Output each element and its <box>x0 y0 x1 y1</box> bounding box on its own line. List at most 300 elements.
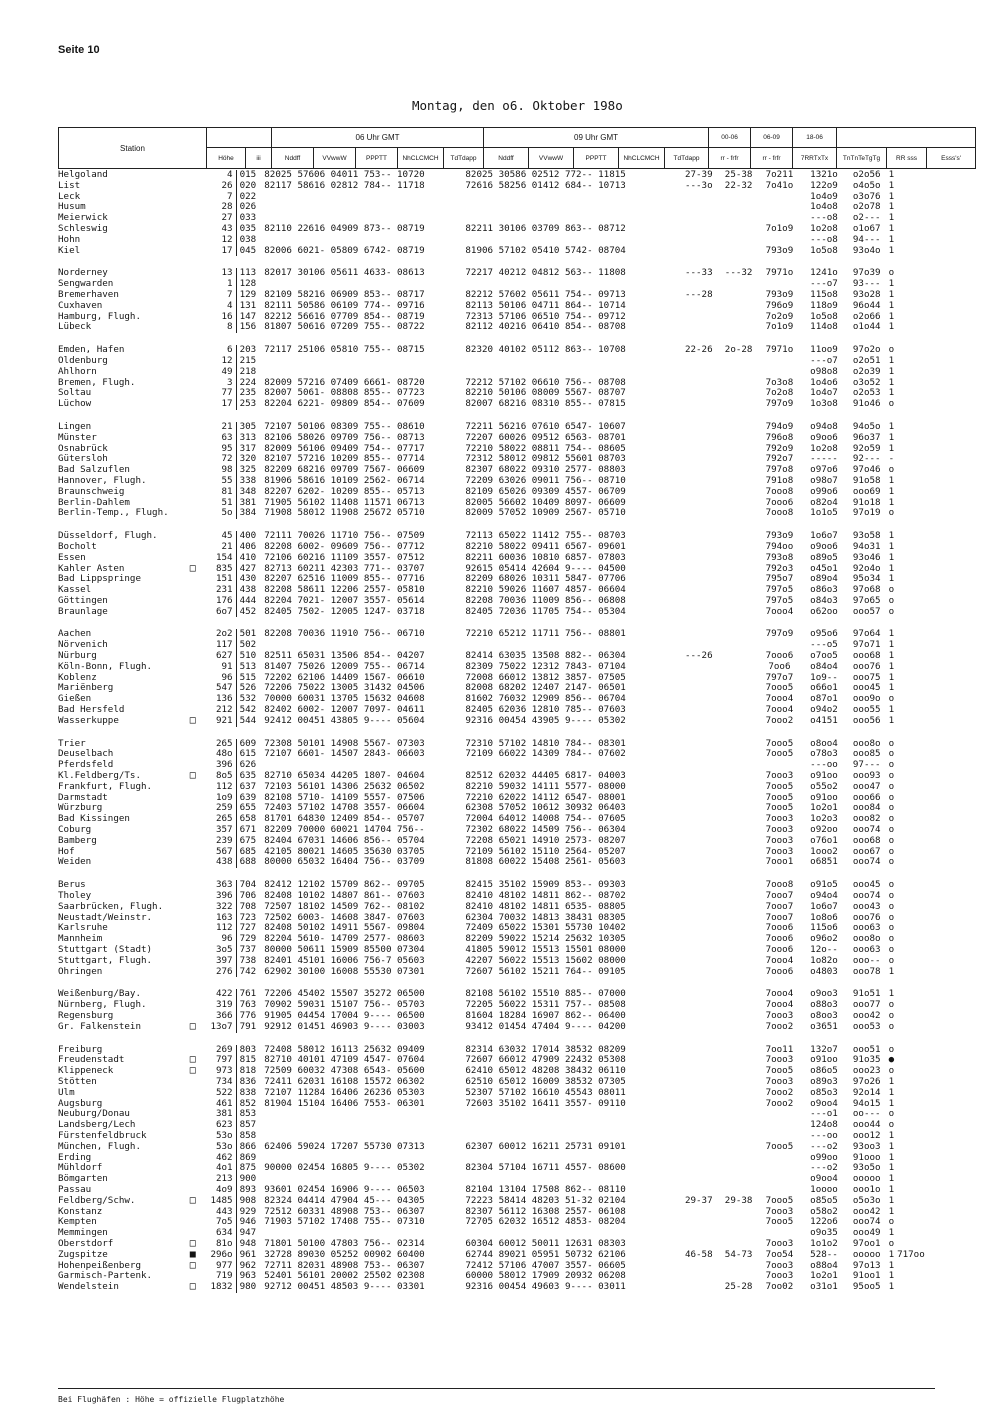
precip-06-09 <box>719 444 759 455</box>
precip-06-09 <box>719 673 759 684</box>
extreme-temp: 793o9 <box>765 244 794 256</box>
obs09-values: 62744 89021 05951 50732 62106 <box>465 1249 626 1260</box>
precip-06-09 <box>719 378 759 389</box>
station-index: 400 <box>239 530 257 542</box>
extreme-temp: 7o2o9 <box>765 310 794 322</box>
extreme-temp: 7ooo3 <box>765 1259 794 1271</box>
station-group <box>58 422 935 519</box>
precip-00-06 <box>679 1163 719 1174</box>
table-row <box>58 192 935 203</box>
obs06-values <box>264 279 465 290</box>
precip-06-09 <box>719 367 759 378</box>
extra-group <box>897 1109 935 1120</box>
snow-indicator: o <box>888 1065 895 1077</box>
snow-indicator: o <box>888 398 895 410</box>
station-name: Emden, Hafen <box>58 345 125 356</box>
station-height: 12 <box>198 235 236 246</box>
extra-group <box>897 312 935 323</box>
obs09-values: 72603 35102 16411 3557- 09110 <box>465 1098 626 1109</box>
station-height: 5o <box>198 508 236 519</box>
station-index: 215 <box>239 354 257 366</box>
rain-snow-group: ooo67 <box>852 845 881 857</box>
precip-06-09 <box>719 290 759 301</box>
station-index: 515 <box>239 671 257 683</box>
precip-00-06 <box>679 224 719 235</box>
extra-group <box>897 793 935 804</box>
obs06-values: 82108 5710- 14109 5557- 07506 <box>264 792 425 803</box>
min-temp-group: o98o8 <box>810 365 838 377</box>
station-height: 443 <box>198 1207 236 1218</box>
station-col-header: Station <box>59 128 207 169</box>
snow-indicator: 1 <box>888 1281 895 1293</box>
station-marker <box>187 749 198 760</box>
snow-indicator: o <box>888 267 895 279</box>
station-height: 51 <box>198 498 236 509</box>
station-name: Öhringen <box>58 966 103 977</box>
obs09-values: 82210 59032 14111 5577- 08000 <box>465 781 626 792</box>
station-index: 026 <box>239 201 257 213</box>
table-row <box>58 422 935 433</box>
extra-group <box>897 607 935 618</box>
snow-indicator: 1 <box>888 233 895 245</box>
snow-indicator: 1 <box>888 1129 895 1141</box>
snow-indicator: 1 <box>888 299 895 311</box>
min-temp-group: o4803 <box>810 965 838 977</box>
station-height: 6 <box>198 345 236 356</box>
precip-06-09 <box>719 825 759 836</box>
rain-snow-group: ooo56 <box>852 714 881 726</box>
station-marker <box>187 847 198 858</box>
snow-indicator: 1 <box>888 1086 895 1098</box>
min-temp-group: o91o5 <box>810 879 838 891</box>
min-temp-group: 11oo9 <box>810 344 838 356</box>
precip-06-09 <box>719 1261 759 1272</box>
station-index: 729 <box>239 933 257 945</box>
station-marker <box>187 1174 198 1185</box>
obs09-values: 81808 60022 15408 2561- 05603 <box>465 857 626 868</box>
obs09-values <box>465 1228 678 1239</box>
table-row <box>58 814 935 825</box>
min-temp-group: o45o1 <box>810 562 838 574</box>
min-temp-group: 122o6 <box>810 1216 838 1228</box>
station-height: 45 <box>198 531 236 542</box>
rain-snow-group: 97o64 <box>852 628 881 640</box>
extra-group <box>897 934 935 945</box>
station-name: Bremen, Flugh. <box>58 377 136 388</box>
table-row <box>58 170 935 181</box>
rain-snow-group: 92--- <box>852 453 881 465</box>
obs06-values: 72103 56101 14306 25632 06502 <box>264 781 425 792</box>
obs06-values: 72711 82031 48908 753-- 06307 <box>264 1260 425 1271</box>
station-height: 322 <box>198 902 236 913</box>
station-marker <box>187 629 198 640</box>
precip-00-06 <box>679 1261 719 1272</box>
snow-indicator: o <box>888 1108 895 1120</box>
table-row <box>58 378 935 389</box>
rain-snow-group: ooo42 <box>852 1009 881 1021</box>
station-index: 615 <box>239 748 257 760</box>
station-index: 866 <box>239 1140 257 1152</box>
station-name: Bocholt <box>58 541 97 552</box>
obs09-values: 82104 13104 17508 862-- 08110 <box>465 1184 626 1195</box>
station-name: Leck <box>58 191 81 202</box>
station-marker <box>187 422 198 433</box>
extra-group <box>897 301 935 312</box>
rain-snow-group: ooo74 <box>852 856 881 868</box>
precip-06-09 <box>719 1142 759 1153</box>
station-index: 131 <box>239 299 257 311</box>
extreme-temp: 7oo54 <box>765 1248 794 1260</box>
precip-00-06 <box>679 1217 719 1228</box>
obs09-values: 72004 64012 14008 754-- 07605 <box>465 814 626 825</box>
snow-indicator: o <box>888 464 895 476</box>
rain-snow-group: 93oo3 <box>852 1140 881 1152</box>
min-temp-group: o89o4 <box>810 573 838 585</box>
obs06-values: 81906 58616 10109 2562- 06714 <box>264 475 425 486</box>
table-row <box>58 694 935 705</box>
min-temp-group: ---o5 <box>810 639 838 651</box>
rain-snow-group: ooo69 <box>852 485 881 497</box>
obs06-values: 82109 58216 06909 853-- 08717 <box>264 289 425 300</box>
rain-snow-group: ooo45 <box>852 879 881 891</box>
table-row <box>58 793 935 804</box>
snow-indicator: 1 <box>888 965 895 977</box>
station-height: 634 <box>198 1228 236 1239</box>
extra-group <box>897 749 935 760</box>
min-temp-group: 1o2o3 <box>810 813 838 825</box>
station-index: 338 <box>239 474 257 486</box>
rain-snow-group: 94o5o <box>852 420 881 432</box>
snow-indicator: 1 <box>888 376 895 388</box>
table-row <box>58 1217 935 1228</box>
station-name: Kassel <box>58 585 92 596</box>
extra-group <box>897 891 935 902</box>
obs09-values <box>465 1153 678 1164</box>
station-name: Bremerhaven <box>58 289 119 300</box>
extreme-temp: 7ooo6 <box>765 944 794 955</box>
station-height: 4o1 <box>198 1163 236 1174</box>
snow-indicator: o <box>888 911 895 923</box>
min-temp-group: 1o5o8 <box>810 310 838 322</box>
station-height: 8o5 <box>198 771 236 782</box>
obs09-values: 82108 56102 15510 885-- 07000 <box>465 989 626 1000</box>
station-height: 77 <box>198 388 236 399</box>
table-row <box>58 476 935 487</box>
min-temp-group: ---oo <box>810 1129 838 1141</box>
station-height: 797 <box>198 1055 236 1066</box>
rain-snow-group: 97o2o <box>852 344 881 356</box>
obs09-values: 82405 62036 12810 785-- 07603 <box>465 705 626 716</box>
precip-00-06 <box>679 235 719 246</box>
obs06-values: 80000 65032 16404 756-- 03709 <box>264 857 425 868</box>
obs09-values: 82307 56112 16308 2557- 06108 <box>465 1206 626 1217</box>
precip-06-09 <box>719 224 759 235</box>
station-name: Freiburg <box>58 1044 103 1055</box>
snow-indicator: o <box>888 759 895 771</box>
precip-06-09 <box>719 934 759 945</box>
station-name: Braunschweig <box>58 486 125 497</box>
obs06-values: 72111 70026 11710 756-- 07509 <box>264 531 425 542</box>
station-name: Regensburg <box>58 1010 114 1021</box>
extreme-temp: 793o8 <box>765 551 794 563</box>
station-marker <box>187 1099 198 1110</box>
station-name: Gießen <box>58 694 92 705</box>
min-temp-group: o91oo <box>810 1054 838 1066</box>
precip-06-09 <box>719 585 759 596</box>
obs09-values: 72113 65022 11412 755-- 08703 <box>465 531 626 542</box>
station-height: 7 <box>198 290 236 301</box>
min-temp-group: 1241o <box>810 267 838 279</box>
extreme-temp: 796o9 <box>765 299 794 311</box>
station-marker <box>187 607 198 618</box>
extra-group <box>897 857 935 868</box>
station-marker <box>187 224 198 235</box>
station-name: Augsburg <box>58 1098 103 1109</box>
page-number: Seite 10 <box>58 44 100 56</box>
station-marker <box>187 673 198 684</box>
precip-00-06 <box>679 246 719 257</box>
period-06-09-header: 06-09 <box>751 128 793 148</box>
station-height: 381 <box>198 1109 236 1120</box>
rain-snow-group: ooo68 <box>852 650 881 662</box>
rain-snow-group: 94--- <box>852 233 881 245</box>
rain-snow-group: ooo55 <box>852 704 881 716</box>
min-temp-group: o88o4 <box>810 1259 838 1271</box>
station-name: Trier <box>58 738 86 749</box>
precip-06-09 <box>719 1163 759 1174</box>
station-name: Hof <box>58 846 75 857</box>
station-marker <box>187 739 198 750</box>
station-marker: □ <box>189 1281 196 1293</box>
station-height: 81 <box>198 487 236 498</box>
extreme-temp: 7ooo3 <box>765 1009 794 1021</box>
obs06-values: 82408 50102 14911 5567- 09804 <box>264 923 425 934</box>
obs09-values: 72607 66012 47909 22432 05308 <box>465 1055 626 1066</box>
station-height: 4 <box>198 170 236 181</box>
station-marker <box>187 1207 198 1218</box>
obs06-values: 71801 50100 47803 756-- 02314 <box>264 1238 425 1249</box>
rain-snow-group: ooo66 <box>852 791 881 803</box>
obs06-values: 72512 60331 48908 753-- 06307 <box>264 1206 425 1217</box>
iii-col-header: iii <box>246 148 272 169</box>
station-height: 49 <box>198 367 236 378</box>
station-height: 366 <box>198 1011 236 1022</box>
station-height: 4o9 <box>198 1185 236 1196</box>
precip-06-09 <box>719 662 759 673</box>
station-name: Ulm <box>58 1087 75 1098</box>
min-temp-group: 1o2o8 <box>810 442 838 454</box>
station-index: 305 <box>239 420 257 432</box>
precip-06-09 <box>719 705 759 716</box>
precip-00-06 <box>679 498 719 509</box>
table-row <box>58 847 935 858</box>
station-marker <box>187 531 198 542</box>
station-marker <box>187 356 198 367</box>
snow-indicator: o <box>888 791 895 803</box>
obs09-values: 72209 63026 09011 756-- 08710 <box>465 475 626 486</box>
station-marker <box>187 814 198 825</box>
rain-snow-group: ooo78 <box>852 965 881 977</box>
station-name: Würzburg <box>58 803 103 814</box>
rain-snow-group: ooo84 <box>852 802 881 814</box>
table-row <box>58 213 935 224</box>
station-index: 961 <box>239 1248 257 1260</box>
station-name: Frankfurt, Flugh. <box>58 781 153 792</box>
min-temp-group: ---o2 <box>810 1140 838 1152</box>
station-name: Kiel <box>58 245 81 256</box>
rain-snow-group: 93o5o <box>852 1162 881 1174</box>
station-height: 397 <box>198 956 236 967</box>
obs06-values: 72502 6003- 14608 3847- 07603 <box>264 912 425 923</box>
min-temp-group: 1o2o8 <box>810 222 838 234</box>
station-marker <box>187 782 198 793</box>
snow-indicator: 1 <box>888 212 895 224</box>
page-title: Montag, den o6. Oktober 198o <box>412 98 623 113</box>
precip-06-09 <box>719 836 759 847</box>
precip-06-09 <box>719 454 759 465</box>
snow-indicator: 1 <box>888 179 895 191</box>
extreme-temp: 7ooo4 <box>765 704 794 716</box>
min-temp-group: o99oo <box>810 1151 838 1163</box>
extra-group <box>897 322 935 333</box>
table-row <box>58 1131 935 1142</box>
snow-indicator: 1 <box>888 1248 895 1260</box>
obs09-values: 72205 56022 15311 757-- 08508 <box>465 1000 626 1011</box>
extreme-temp: 7o1o9 <box>765 321 794 333</box>
station-marker <box>187 1142 198 1153</box>
precip-06-09 <box>719 1077 759 1088</box>
extreme-temp: 7ooo3 <box>765 834 794 846</box>
snow-indicator: o <box>888 594 895 606</box>
min-temp-group: 1o1o5 <box>810 507 838 519</box>
rain-snow-group: 97o26 <box>852 1075 881 1087</box>
station-marker <box>187 902 198 913</box>
station-name: Darmstadt <box>58 792 108 803</box>
table-row <box>58 1261 935 1272</box>
rain-snow-group: 95oo5 <box>852 1281 881 1293</box>
extreme-temp: 7ooo5 <box>765 791 794 803</box>
station-marker <box>187 1088 198 1099</box>
station-index: 427 <box>239 562 257 574</box>
snow-indicator: o <box>888 802 895 814</box>
snow-indicator: 1 <box>888 278 895 290</box>
sub06-0: Nddff <box>272 148 314 169</box>
min-temp-group: 1321o <box>810 169 838 180</box>
obs06-values: 82009 57216 07409 6661- 08720 <box>264 377 425 388</box>
station-marker <box>187 192 198 203</box>
precip-00-06 <box>679 367 719 378</box>
table-row <box>58 1066 935 1077</box>
subr-5: Esss's' <box>927 148 976 169</box>
rain-snow-group: 97o71 <box>852 639 881 651</box>
precip-00-06 <box>679 1142 719 1153</box>
station-marker <box>187 803 198 814</box>
precip-06-09 <box>719 1228 759 1239</box>
min-temp-group: o95o6 <box>810 628 838 640</box>
table-row <box>58 1282 935 1293</box>
station-marker <box>187 596 198 607</box>
obs06-values: 82207 62516 11009 855-- 07716 <box>264 574 425 585</box>
station-name: Coburg <box>58 825 92 836</box>
station-index: 253 <box>239 398 257 410</box>
station-height: 27 <box>198 213 236 224</box>
station-name: Soltau <box>58 388 92 399</box>
min-temp-group: ---o7 <box>810 354 838 366</box>
obs09-values: 81604 18284 16907 862-- 06400 <box>465 1010 626 1021</box>
min-temp-group: ---o2 <box>810 1162 838 1174</box>
min-temp-group: o98o7 <box>810 474 838 486</box>
extra-group <box>897 564 935 575</box>
station-height: 63 <box>198 433 236 444</box>
rain-snow-group: o1o67 <box>852 222 881 234</box>
obs06-values: 42105 80021 14605 35630 03705 <box>264 846 425 857</box>
station-index: 532 <box>239 693 257 705</box>
obs06-values: 72507 18102 14509 762-- 08102 <box>264 901 425 912</box>
table-row <box>58 956 935 967</box>
snow-indicator: 1 <box>888 650 895 662</box>
min-temp-group: o9oo4 <box>810 1173 838 1185</box>
obs09-values: 42207 56022 15513 15602 08000 <box>465 955 626 966</box>
obs06-values: 72408 58012 16113 25632 09409 <box>264 1044 425 1055</box>
extreme-temp: 7971o <box>765 344 794 356</box>
station-marker <box>187 923 198 934</box>
precip-00-06 <box>679 782 719 793</box>
table-row <box>58 1153 935 1164</box>
extra-group <box>897 1207 935 1218</box>
precip-00-06 <box>679 444 719 455</box>
extra-group <box>897 1000 935 1011</box>
station-name: Pferdsfeld <box>58 760 114 771</box>
obs06-values: 82204 7021- 12007 3557- 05614 <box>264 595 425 606</box>
period-00-06-header: 00-06 <box>709 128 751 148</box>
table-row <box>58 716 935 727</box>
rain-snow-group: o2o56 <box>852 169 881 180</box>
precip-06-09 <box>719 433 759 444</box>
extra-group <box>897 170 935 181</box>
precip-06-09 <box>719 902 759 913</box>
station-name: Köln-Bonn, Flugh. <box>58 661 153 672</box>
rain-snow-group: ooo43 <box>852 900 881 912</box>
extra-group <box>897 956 935 967</box>
table-row <box>58 181 935 192</box>
min-temp-group: o62oo <box>810 605 838 617</box>
extreme-temp: 794oo <box>765 540 794 552</box>
station-name: Gr. Falkenstein <box>58 1021 141 1032</box>
extra-group <box>897 716 935 727</box>
precip-00-06 <box>679 1153 719 1164</box>
rain-snow-group: ooo68 <box>852 834 881 846</box>
obs06-values: 71905 56102 11408 11571 06713 <box>264 497 425 508</box>
min-temp-group: o78o3 <box>810 748 838 760</box>
rain-snow-group: 94o15 <box>852 1097 881 1109</box>
extra-group <box>897 1282 935 1293</box>
table-row <box>58 574 935 585</box>
station-index: 869 <box>239 1151 257 1163</box>
station-index: 946 <box>239 1216 257 1228</box>
snow-indicator: o <box>888 693 895 705</box>
station-height: 163 <box>198 913 236 924</box>
station-marker: □ <box>189 1259 196 1271</box>
precip-00-06 <box>679 629 719 640</box>
precip-00-06 <box>679 1109 719 1120</box>
snow-indicator: 1 <box>888 671 895 683</box>
snow-indicator: 1 <box>888 628 895 640</box>
station-marker <box>187 1000 198 1011</box>
station-height: 17 <box>198 399 236 410</box>
precip-00-06 <box>679 1077 719 1088</box>
precip-00-06 <box>679 934 719 945</box>
extra-group <box>897 902 935 913</box>
